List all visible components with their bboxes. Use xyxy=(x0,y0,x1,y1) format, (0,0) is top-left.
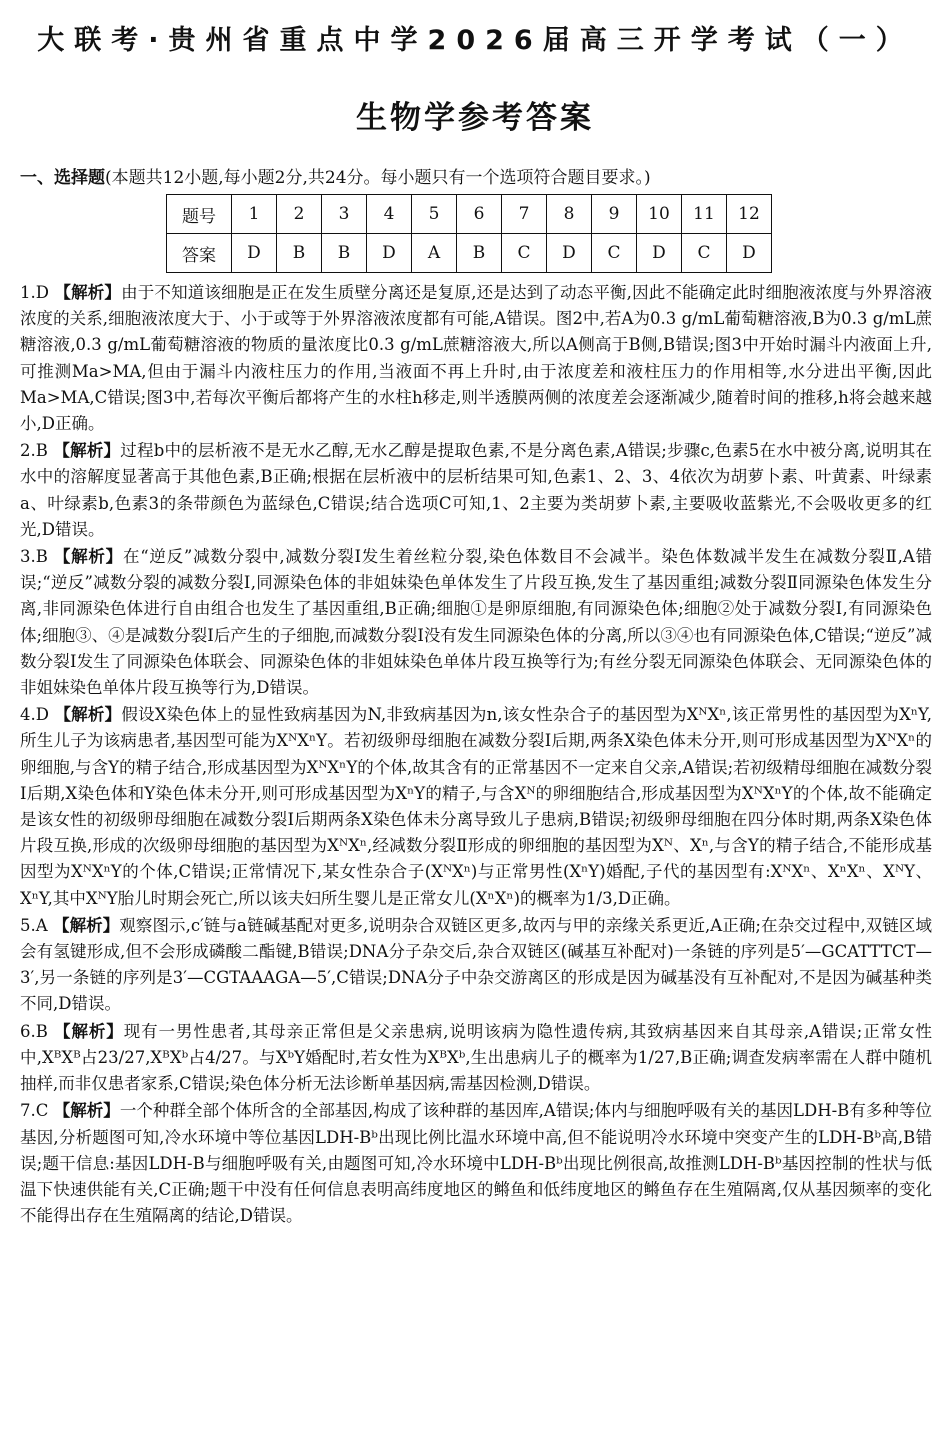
question-number: 8 xyxy=(547,195,592,234)
answer-cell: B xyxy=(457,234,502,273)
explanation-item xyxy=(20,544,932,701)
question-number: 6 xyxy=(457,195,502,234)
answer-cell: B xyxy=(322,234,367,273)
answer-cell: D xyxy=(367,234,412,273)
analysis-tag: 【解析】 xyxy=(53,915,120,935)
question-number: 5 xyxy=(412,195,457,234)
item-number: 2.B xyxy=(20,441,48,461)
item-number: 5.A xyxy=(20,915,48,935)
answer-table xyxy=(166,194,772,273)
question-number: 11 xyxy=(682,195,727,234)
item-text: 一个种群全部个体所含的全部基因,构成了该种群的基因库,A错误;体内与细胞呼吸有关的基因LDH-B有多种等位基因,分析题图可知,冷水环境中等位基因LDH-Bᵇ出现比例比温水环境中高,但不能说明冷水环境中突变产生的LDH-Bᵇ高,B错误;题干信息:基因LDH-B与细胞呼吸有关,由题图可知,冷水环境中LDH-Bᵇ出现比例很高,故推测LDH-Bᵇ基因控制的性状与低温下快速供能有关,C正确;题干中没有任何信息表明高纬度地区的鳉鱼和低纬度地区的鳉鱼存在生殖隔离,仅从基因频率的变化不能得出存在生殖隔离的结论,D错误。 xyxy=(20,1101,933,1226)
question-number: 10 xyxy=(637,195,682,234)
item-text: 观察图示,c′链与a链碱基配对更多,说明杂合双链区更多,故丙与甲的亲缘关系更近,A正确;在杂交过程中,双链区域会有氢键形成,但不会形成磷酸二酯键,B错误;DNA分子杂交后,杂合双链区(碱基互补配对)一条链的序列是5′—GCATTTCT—3′,另一条链的序列是3′—CGTAAAGA—5′,C错误;DNA分子中杂交游离区的形成是因为碱基没有互补配对,不是因为碱基种类不同,D错误。 xyxy=(20,915,933,1014)
item-text: 在“逆反”减数分裂中,减数分裂Ⅰ发生着丝粒分裂,染色体数目不会减半。染色体数减半发生在减数分裂Ⅱ,A错误;“逆反”减数分裂的减数分裂Ⅰ,同源染色体的非姐妹染色单体发生了片段互换,发生了基因重组;减数分裂Ⅱ同源染色体发生分离,非同源染色体进行自由组合也发生了基因重组,B正确;细胞①是卵原细胞,有同源染色体;细胞②处于减数分裂Ⅰ,有同源染色体;细胞③、④是减数分裂Ⅰ后产生的子细胞,而减数分裂Ⅰ没有发生同源染色体的分离,所以③④也有同源染色体,C错误;“逆反”减数分裂Ⅰ发生了同源染色体联会、同源染色体的非姐妹染色单体片段互换等行为;有丝分裂无同源染色体联会、无同源染色体的非姐妹染色单体片段互换等行为,D错误。 xyxy=(20,547,932,698)
answer-cell: D xyxy=(547,234,592,273)
analysis-tag: 【解析】 xyxy=(53,1101,120,1121)
explanation-item xyxy=(20,1098,932,1229)
explanation-item xyxy=(20,438,932,543)
answer-cell: C xyxy=(682,234,727,273)
item-number: 7.C xyxy=(20,1101,49,1121)
section-title: 一、选择题 xyxy=(20,168,105,188)
item-text: 现有一男性患者,其母亲正常但是父亲患病,说明该病为隐性遗传病,其致病基因来自其母亲,A错误;正常女性中,XᴮXᴮ占23/27,XᴮXᵇ占4/27。与XᵇY婚配时,若女性为XᴮXᵇ,生出患病儿子的概率为1/27,B正确;调查发病率需在人群中随机抽样,而非仅患者家系,C错误;染色体分析无法诊断单基因病,需基因检测,D错误。 xyxy=(20,1021,932,1094)
section-note: (本题共12小题,每小题2分,共24分。每小题只有一个选项符合题目要求。) xyxy=(105,168,651,188)
analysis-tag: 【解析】 xyxy=(54,1021,124,1041)
answer-cell: D xyxy=(232,234,277,273)
question-number: 4 xyxy=(367,195,412,234)
question-number: 3 xyxy=(322,195,367,234)
answer-cell: A xyxy=(412,234,457,273)
answer-cell: B xyxy=(277,234,322,273)
item-number: 3.B xyxy=(20,547,48,567)
answer-table-row-numbers xyxy=(167,195,772,234)
question-number: 9 xyxy=(592,195,637,234)
answer-cell: C xyxy=(592,234,637,273)
header-text: 大联考·贵州省重点中学2026届高三开学考试（一） xyxy=(37,25,913,56)
item-text: 由于不知道该细胞是正在发生质壁分离还是复原,还是达到了动态平衡,因此不能确定此时细胞液浓度与外界溶液浓度的关系,细胞液浓度大于、小于或等于外界溶液浓度都有可能,A错误。图2中,若A为0.3 g/mL葡萄糖溶液,B为0.3 g/mL蔗糖溶液,0.3 g/mL葡萄糖溶液的物质的量浓度比0.3 g/mL蔗糖溶液大,所以A侧高于B侧,B错误;图3中开始时漏斗内液面上升,可推测Ma>MA,但由于漏斗内液柱压力的作用,当液面不再上升时,由于浓度差和液柱压力的作用相等,水分进出平衡,因此Ma>MA,C错误;图3中,若每次平衡后都将产生的水柱h移走,则半透膜两侧的浓度差会逐渐减少,随着时间的推移,h将会越来越小,D正确。 xyxy=(20,283,932,434)
item-number: 1.D xyxy=(20,283,49,302)
analysis-tag: 【解析】 xyxy=(53,547,123,567)
analysis-tag: 【解析】 xyxy=(54,283,122,302)
answer-table-row-answers xyxy=(167,234,772,273)
item-number: 4.D xyxy=(20,705,49,725)
header-fragment xyxy=(0,0,950,56)
answer-cell: C xyxy=(502,234,547,273)
explanation-item xyxy=(20,913,932,1018)
row-label-answer: 答案 xyxy=(167,234,232,273)
answer-cell: D xyxy=(637,234,682,273)
question-number: 1 xyxy=(232,195,277,234)
explanation-item xyxy=(20,702,932,912)
explanation-item xyxy=(20,280,932,437)
answer-cell: D xyxy=(727,234,772,273)
section-heading xyxy=(20,163,651,188)
explanation-list xyxy=(20,280,932,1230)
analysis-tag: 【解析】 xyxy=(54,705,122,725)
explanation-item xyxy=(20,1019,932,1098)
question-number: 12 xyxy=(727,195,772,234)
row-label-number: 题号 xyxy=(167,195,232,234)
item-text: 假设X染色体上的显性致病基因为N,非致病基因为n,该女性杂合子的基因型为XᴺXⁿ,该正常男性的基因型为XⁿY,所生儿子为该病患者,基因型可能为XᴺXⁿY。若初级卵母细胞在减数分裂Ⅰ后期,两条X染色体未分开,则可形成基因型为XᴺXⁿ的卵细胞,与含Y的精子结合,形成基因型为XᴺXⁿY的个体,故其含有的正常基因不一定来自父亲,A错误;若初级精母细胞在减数分裂Ⅰ后期,X染色体和Y染色体未分开,则可形成基因型为XⁿY的精子,与含Xᴺ的卵细胞结合,形成基因型为XᴺXⁿY的个体,故不能确定是该女性的初级卵母细胞在减数分裂Ⅰ后期两条X染色体未分离导致儿子患病,B错误;初级卵母细胞在四分体时期,两条X染色体片段互换,形成的次级卵母细胞的基因型为XᴺXⁿ,经减数分裂Ⅱ形成的卵细胞的基因型为Xᴺ、Xⁿ,与含Y的精子结合,不能形成基因型为XᴺXⁿY的个体,C错误;正常情况下,某女性杂合子(XᴺXⁿ)与正常男性(XⁿY)婚配,子代的基因型有:XᴺXⁿ、XⁿXⁿ、XᴺY、XⁿY,其中XᴺY胎儿时期会死亡,所以该夫妇所生婴儿是正常女儿(XⁿXⁿ)的概率为1/3,D正确。 xyxy=(20,705,933,908)
question-number: 2 xyxy=(277,195,322,234)
item-number: 6.B xyxy=(20,1021,48,1041)
question-number: 7 xyxy=(502,195,547,234)
page-title: 生物学参考答案 xyxy=(356,100,594,136)
item-text: 过程b中的层析液不是无水乙醇,无水乙醇是提取色素,不是分离色素,A错误;步骤c,色素5在水中被分离,说明其在水中的溶解度显著高于其他色素,B正确;根据在层析液中的层析结果可知,色素1、2、3、4依次为胡萝卜素、叶黄素、叶绿素a、叶绿素b,色素3的条带颜色为蓝绿色,C错误;结合选项C可知,1、2主要为类胡萝卜素,主要吸收蓝紫光,不会吸收更多的红光,D错误。 xyxy=(20,441,932,539)
analysis-tag: 【解析】 xyxy=(53,441,121,461)
